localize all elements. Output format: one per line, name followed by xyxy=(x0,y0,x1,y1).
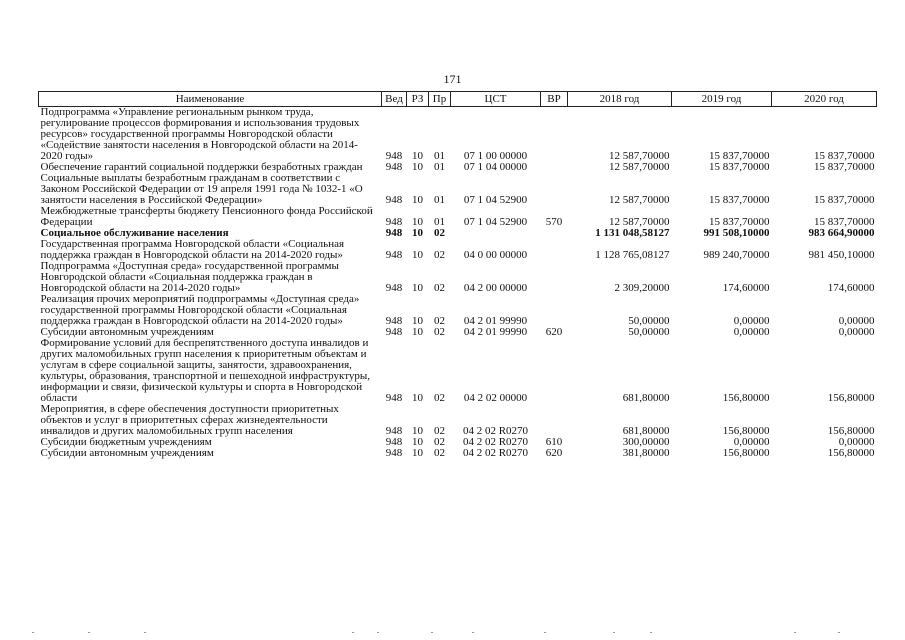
cell-ved: 948 xyxy=(385,392,403,404)
cell-vr: 610 xyxy=(545,436,563,448)
cell-ved: 948 xyxy=(385,447,403,459)
cell-2020: 15 837,70000 xyxy=(814,150,875,162)
cell-name: Подпрограмма «Управление региональным рынком труда, регулирование процессов формирования и использования трудовых ресурсов» государственной программы Новгородской области «Содействие занятости населения в Новгородской области на 2014-2020 годы» xyxy=(40,106,360,162)
cell-pr: 02 xyxy=(434,392,445,404)
cell-2019: 991 508,10000 xyxy=(703,227,770,239)
header-cst: ЦСТ xyxy=(451,92,541,107)
cell-name: Субсидии бюджетным учреждениям xyxy=(40,436,212,448)
cell-2018: 381,80000 xyxy=(622,447,670,459)
cell-ved: 948 xyxy=(385,282,403,294)
table-row xyxy=(39,173,877,206)
cell-pr: 01 xyxy=(434,161,445,173)
table-row xyxy=(39,206,877,228)
table-row xyxy=(39,338,877,404)
cell-vr xyxy=(541,173,568,206)
cell-rz: 10 xyxy=(412,282,423,294)
cell-cst: 04 0 00 00000 xyxy=(463,249,528,261)
cell-rz: 10 xyxy=(412,436,423,448)
cell-ved: 948 xyxy=(385,216,403,228)
header-pr: Пр xyxy=(429,92,451,107)
table-row xyxy=(39,261,877,294)
cell-2019: 15 837,70000 xyxy=(709,161,770,173)
cell-2020: 0,00000 xyxy=(838,315,875,327)
cell-rz: 10 xyxy=(412,447,423,459)
cell-2019: 156,80000 xyxy=(722,447,770,459)
cell-2020: 981 450,10000 xyxy=(808,249,875,261)
cell-ved: 948 xyxy=(385,161,403,173)
cell-2019: 989 240,70000 xyxy=(703,249,770,261)
cell-2019: 156,80000 xyxy=(722,425,770,437)
cell-pr: 01 xyxy=(434,194,445,206)
cell-name: Реализация прочих мероприятий подпрограммы «Доступная среда» государственной программы Новгородской области «Социальная поддержка граждан в Новгородской области на 2014-2020 годы» xyxy=(40,293,360,327)
cell-2018: 681,80000 xyxy=(622,392,670,404)
cell-pr: 02 xyxy=(434,249,445,261)
cell-ved: 948 xyxy=(385,315,403,327)
cell-pr: 02 xyxy=(434,447,445,459)
cell-cst: 07 1 04 52900 xyxy=(463,194,528,206)
cell-ved: 948 xyxy=(385,436,403,448)
table-header-row xyxy=(39,92,877,107)
cell-2019: 0,00000 xyxy=(733,436,770,448)
cell-name: Подпрограмма «Доступная среда» государственной программы Новгородской области «Социальная поддержка граждан в Новгородской области на 2014-2020 годы» xyxy=(40,260,339,294)
cell-vr xyxy=(541,338,568,404)
cell-2020: 15 837,70000 xyxy=(814,216,875,228)
cell-pr: 02 xyxy=(434,425,445,437)
cell-2020: 983 664,90000 xyxy=(808,227,875,239)
cell-rz: 10 xyxy=(412,249,423,261)
cell-name: Государственная программа Новгородской области «Социальная поддержка граждан в Новгородской области на 2014-2020 годы» xyxy=(40,238,345,261)
cell-vr: 620 xyxy=(545,447,563,459)
cell-cst: 04 2 02 00000 xyxy=(463,392,528,404)
cell-cst: 07 1 04 52900 xyxy=(463,216,528,228)
cell-2019: 15 837,70000 xyxy=(709,194,770,206)
cell-rz: 10 xyxy=(412,315,423,327)
cell-vr xyxy=(541,239,568,261)
table-row xyxy=(39,239,877,261)
cell-name: Мероприятия, в сфере обеспечения доступности приоритетных объектов и услуг в приоритетных сферах жизнедеятельности инвалидов и других маломобильных групп населения xyxy=(40,403,339,437)
cell-cst: 07 1 00 00000 xyxy=(463,150,528,162)
cell-2020: 156,80000 xyxy=(827,425,875,437)
cell-name: Субсидии автономным учреждениям xyxy=(40,447,214,459)
table-body xyxy=(39,107,877,460)
table-row xyxy=(39,448,877,459)
cell-cst xyxy=(451,228,541,239)
cell-rz: 10 xyxy=(412,227,423,239)
table-row xyxy=(39,404,877,437)
cell-name: Социальное обслуживание населения xyxy=(40,227,229,239)
cell-rz: 10 xyxy=(412,392,423,404)
cell-cst: 04 2 01 99990 xyxy=(463,326,528,338)
cell-pr: 02 xyxy=(434,227,445,239)
cell-vr xyxy=(541,294,568,327)
cell-ved: 948 xyxy=(385,326,403,338)
header-vr: ВР xyxy=(541,92,568,107)
table-row xyxy=(39,107,877,163)
header-name: Наименование xyxy=(39,92,382,107)
cell-2018: 50,00000 xyxy=(628,315,670,327)
cell-2018: 50,00000 xyxy=(628,326,670,338)
header-2020: 2020 год xyxy=(772,92,877,107)
header-2018: 2018 год xyxy=(568,92,672,107)
cell-2019: 15 837,70000 xyxy=(709,216,770,228)
cell-vr xyxy=(541,107,568,163)
cell-cst: 04 2 02 R0270 xyxy=(462,447,529,459)
cell-cst: 04 2 02 R0270 xyxy=(462,425,529,437)
cell-2020: 174,60000 xyxy=(827,282,875,294)
cell-2020: 15 837,70000 xyxy=(814,194,875,206)
header-rz: РЗ xyxy=(407,92,429,107)
cell-2019: 156,80000 xyxy=(722,392,770,404)
cell-rz: 10 xyxy=(412,161,423,173)
cell-2018: 1 131 048,58127 xyxy=(595,227,670,239)
table-row xyxy=(39,294,877,327)
cell-ved: 948 xyxy=(385,194,403,206)
cell-cst: 07 1 04 00000 xyxy=(463,161,528,173)
cell-2020: 156,80000 xyxy=(827,447,875,459)
cell-vr: 570 xyxy=(545,216,563,228)
cell-2019: 15 837,70000 xyxy=(709,150,770,162)
cell-2018: 12 587,70000 xyxy=(609,194,670,206)
cell-cst: 04 2 02 R0270 xyxy=(462,436,529,448)
cell-rz: 10 xyxy=(412,425,423,437)
header-2019: 2019 год xyxy=(672,92,772,107)
cell-2018: 1 128 765,08127 xyxy=(595,249,670,261)
budget-table xyxy=(38,91,877,459)
cell-pr: 01 xyxy=(434,216,445,228)
cell-rz: 10 xyxy=(412,194,423,206)
cell-pr: 02 xyxy=(434,282,445,294)
cell-pr: 02 xyxy=(434,315,445,327)
cell-2020: 0,00000 xyxy=(838,326,875,338)
cell-vr xyxy=(541,228,568,239)
cell-2020: 15 837,70000 xyxy=(814,161,875,173)
cell-ved: 948 xyxy=(385,425,403,437)
cell-ved: 948 xyxy=(385,150,403,162)
cell-2018: 300,00000 xyxy=(622,436,670,448)
cell-rz: 10 xyxy=(412,150,423,162)
cell-cst: 04 2 00 00000 xyxy=(463,282,528,294)
cell-ved: 948 xyxy=(385,249,403,261)
cell-2019: 0,00000 xyxy=(733,326,770,338)
cell-cst: 04 2 01 99990 xyxy=(463,315,528,327)
cell-vr xyxy=(541,261,568,294)
cell-name: Формирование условий для беспрепятственного доступа инвалидов и других маломобильных групп населения к приоритетным объектам и услугам в сфере социальной защиты, занятости, здравоохранения, культуры, образования, транспортной и пешеходной инфраструктуры, информации и связи, физической культуры и спорта в Новгородской области xyxy=(40,337,370,404)
cell-pr: 02 xyxy=(434,326,445,338)
cell-2018: 681,80000 xyxy=(622,425,670,437)
cell-2019: 0,00000 xyxy=(733,315,770,327)
cell-2020: 0,00000 xyxy=(838,436,875,448)
cell-vr xyxy=(541,162,568,173)
cell-rz: 10 xyxy=(412,216,423,228)
cell-2018: 2 309,20000 xyxy=(614,282,670,294)
cell-name: Обеспечение гарантий социальной поддержки безработных граждан xyxy=(40,161,363,173)
cell-name: Межбюджетные трансферты бюджету Пенсионного фонда Российской Федерации xyxy=(40,205,373,228)
header-ved: Вед xyxy=(382,92,407,107)
cell-2018: 12 587,70000 xyxy=(609,150,670,162)
page-number: 171 xyxy=(443,72,462,86)
cell-pr: 02 xyxy=(434,436,445,448)
cell-2018: 12 587,70000 xyxy=(609,161,670,173)
cell-2018: 12 587,70000 xyxy=(609,216,670,228)
cell-vr xyxy=(541,404,568,437)
scan-artifact-dots xyxy=(0,632,905,636)
cell-name: Социальные выплаты безработным гражданам в соответствии с Законом Российской Федерации от 19 апреля 1991 года № 1032-1 «О занятости населения в Российской Федерации» xyxy=(40,172,363,206)
cell-2020: 156,80000 xyxy=(827,392,875,404)
cell-ved: 948 xyxy=(385,227,403,239)
cell-rz: 10 xyxy=(412,326,423,338)
cell-pr: 01 xyxy=(434,150,445,162)
cell-2019: 174,60000 xyxy=(722,282,770,294)
cell-vr: 620 xyxy=(545,326,563,338)
cell-name: Субсидии автономным учреждениям xyxy=(40,326,214,338)
